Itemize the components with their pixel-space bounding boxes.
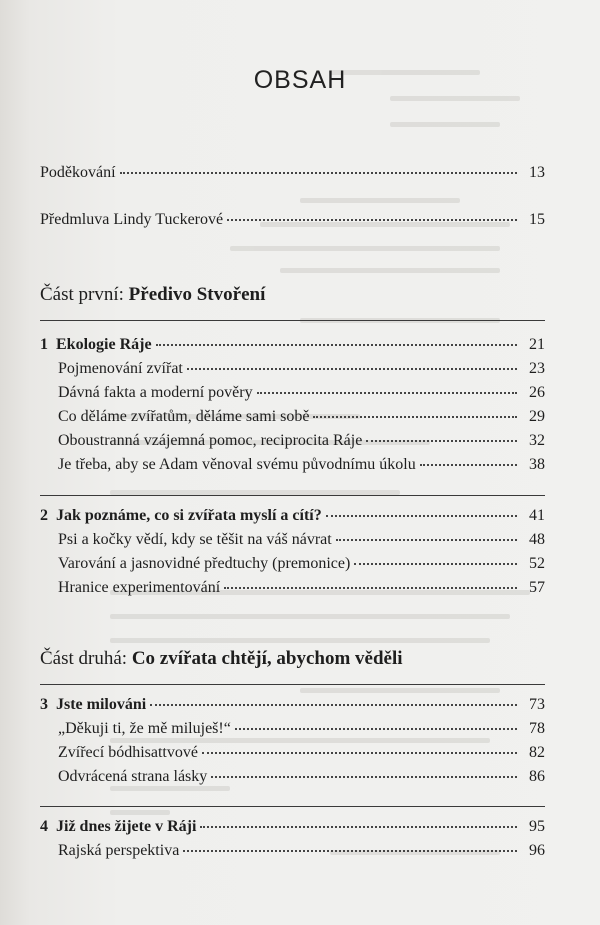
chapter-number: 1 (40, 336, 48, 353)
toc-entry-page: 48 (529, 531, 545, 548)
chapter-title: Jste milováni (56, 696, 147, 713)
dot-leader (187, 368, 517, 370)
toc-entry-page: 21 (529, 336, 545, 353)
chapter-title: Jak poznáme, co si zvířata myslí a cítí? (56, 507, 322, 524)
toc-entry-page: 13 (529, 164, 545, 181)
dot-leader (326, 515, 517, 517)
toc-section[interactable] (58, 531, 545, 553)
dot-leader (150, 704, 517, 706)
divider-rule (40, 806, 545, 807)
part-heading-1[interactable] (40, 284, 265, 306)
toc-section-label: Co děláme zvířatům, děláme sami sobě (58, 408, 310, 425)
toc-entry-page: 82 (529, 744, 545, 761)
toc-section-label: Dávná fakta a moderní pověry (58, 384, 253, 401)
toc-entry-page: 96 (529, 842, 545, 859)
toc-section[interactable] (58, 768, 545, 790)
toc-section[interactable] (58, 555, 545, 577)
toc-section[interactable] (58, 842, 545, 864)
page-title: OBSAH (253, 66, 347, 94)
toc-section[interactable] (58, 579, 545, 601)
toc-chapter-2[interactable] (40, 507, 545, 529)
toc-entry-page: 23 (529, 360, 545, 377)
dot-leader (235, 728, 517, 730)
toc-section-label: Je třeba, aby se Adam věnoval svému původnímu úkolu (58, 456, 416, 473)
part-heading-2[interactable] (40, 648, 403, 670)
toc-section[interactable] (58, 744, 545, 766)
chapter-number: 3 (40, 696, 48, 713)
toc-section-label: Psi a kočky vědí, kdy se těšit na váš návrat (58, 531, 332, 548)
dot-leader (211, 776, 517, 778)
chapter-number: 4 (40, 818, 48, 835)
dot-leader (354, 563, 517, 565)
dot-leader (183, 850, 517, 852)
dot-leader (420, 464, 517, 466)
toc-section[interactable] (58, 360, 545, 382)
toc-entry-page: 52 (529, 555, 545, 572)
toc-entry-page: 57 (529, 579, 545, 596)
dot-leader (156, 344, 517, 346)
toc-section-label: Oboustranná vzájemná pomoc, reciprocita Ráje (58, 432, 363, 449)
dot-leader (336, 539, 517, 541)
dot-leader (200, 826, 517, 828)
toc-entry-page: 32 (529, 432, 545, 449)
toc-section[interactable] (58, 384, 545, 406)
dot-leader (227, 219, 517, 221)
toc-section-label: Pojmenování zvířat (58, 360, 183, 377)
toc-section-label: „Děkuji ti, že mě miluješ!“ (58, 720, 231, 737)
toc-entry-page: 73 (529, 696, 545, 713)
toc-entry-page: 95 (529, 818, 545, 835)
divider-rule (40, 320, 545, 321)
dot-leader (224, 587, 517, 589)
toc-section-label: Odvrácená strana lásky (58, 768, 208, 785)
toc-entry-label: Předmluva Lindy Tuckerové (40, 211, 224, 228)
toc-chapter-3[interactable] (40, 696, 545, 718)
toc-chapter-4[interactable] (40, 818, 545, 840)
chapter-title: Ekologie Ráje (56, 336, 152, 353)
dot-leader (366, 440, 517, 442)
toc-entry-page: 78 (529, 720, 545, 737)
chapter-title: Již dnes žijete v Ráji (56, 818, 197, 835)
toc-section-label: Varování a jasnovidné předtuchy (premonice) (58, 555, 351, 572)
divider-rule (40, 684, 545, 685)
toc-section-label: Zvířecí bódhisattvové (58, 744, 198, 761)
toc-entry-foreword[interactable] (40, 211, 545, 233)
toc-entry-page: 15 (529, 211, 545, 228)
dot-leader (120, 172, 517, 174)
toc-entry-label: Poděkování (40, 164, 116, 181)
part-name: Co zvířata chtějí, abychom věděli (131, 648, 403, 669)
part-prefix: Část druhá: (40, 648, 128, 669)
dot-leader (202, 752, 517, 754)
toc-entry-page: 29 (529, 408, 545, 425)
chapter-number: 2 (40, 507, 48, 524)
dot-leader (313, 416, 517, 418)
toc-section[interactable] (58, 456, 545, 478)
toc-entry-page: 41 (529, 507, 545, 524)
toc-section[interactable] (58, 432, 545, 454)
toc-chapter-1[interactable] (40, 336, 545, 358)
toc-entry-acknowledgements[interactable] (40, 164, 545, 186)
dot-leader (257, 392, 517, 394)
toc-entry-page: 26 (529, 384, 545, 401)
toc-section-label: Rajská perspektiva (58, 842, 180, 859)
toc-entry-page: 38 (529, 456, 545, 473)
divider-rule (40, 495, 545, 496)
toc-section[interactable] (58, 408, 545, 430)
part-name: Předivo Stvoření (128, 284, 266, 305)
toc-section[interactable] (58, 720, 545, 742)
toc-entry-page: 86 (529, 768, 545, 785)
toc-section-label: Hranice experimentování (58, 579, 221, 596)
part-prefix: Část první: (40, 284, 124, 305)
